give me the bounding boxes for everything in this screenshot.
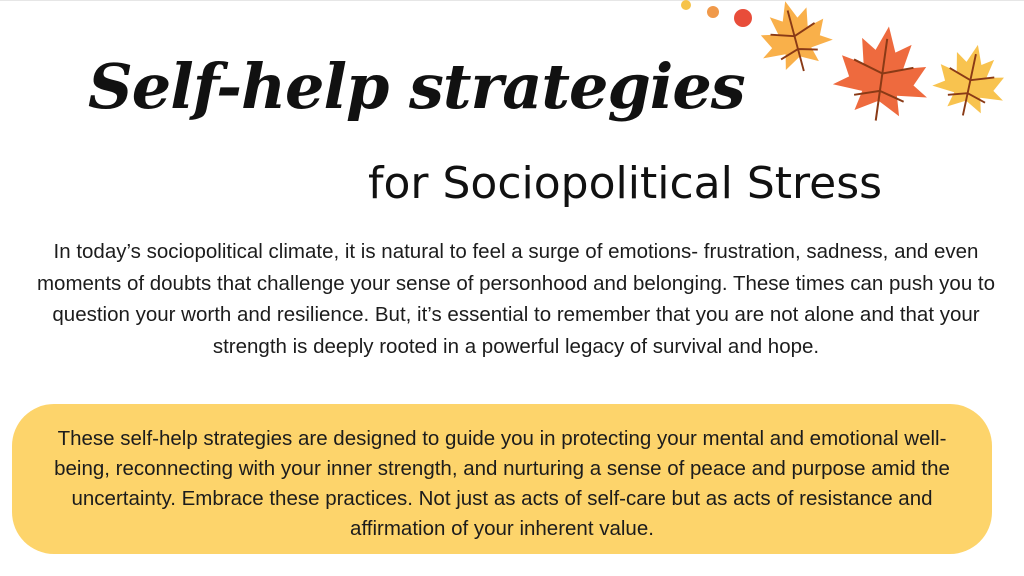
dot-icon xyxy=(707,6,719,18)
page-title: Self-help strategies xyxy=(88,50,745,123)
dot-icon xyxy=(681,0,691,10)
maple-leaf-icon xyxy=(829,20,936,127)
callout-box xyxy=(12,404,992,554)
maple-leaf-icon xyxy=(750,0,838,80)
intro-paragraph: In today’s sociopolitical climate, it is natural to feel a surge of emotions- frustration, sadness, and even moments of doubts that challenge your sense of personhood and belonging. These times can push you to question your worth and resilience. But, it’s essential to remember that you are not alone and that your strength is deeply rooted in a powerful legacy of survival and hope. xyxy=(36,240,996,358)
page-subtitle: for Sociopolitical Stress xyxy=(368,158,883,209)
dot-icon xyxy=(734,9,752,27)
callout-text: These self-help strategies are designed to guide you in protecting your mental and emotional well-being, reconnecting with your inner strength, and nurturing a sense of peace and purpose amid the uncertainty. Embrace these practices. Not just as acts of self-care but as acts of resistance and affirmation of your inherent value. xyxy=(54,427,950,540)
maple-leaf-icon xyxy=(928,37,1014,123)
